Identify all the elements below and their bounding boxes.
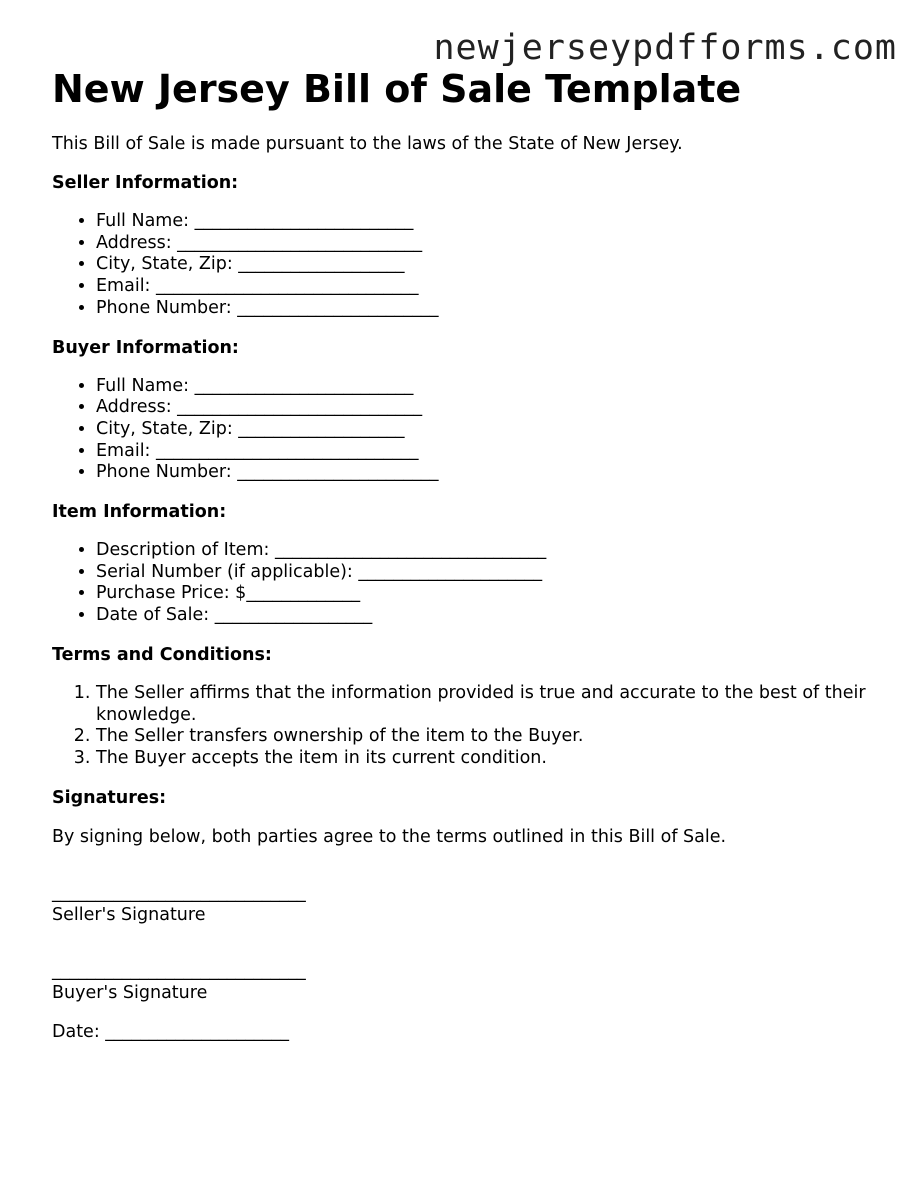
seller-heading: Seller Information: bbox=[52, 173, 239, 193]
item-serial-number: • Serial Number (if applicable): _____________________ bbox=[96, 562, 902, 584]
term-item: 3. The Buyer accepts the item in its current condition. bbox=[96, 748, 902, 770]
seller-list bbox=[52, 211, 902, 320]
buyer-address: • Address: ____________________________ bbox=[96, 397, 902, 419]
item-date-of-sale: • Date of Sale: __________________ bbox=[96, 605, 902, 627]
seller-address: • Address: ____________________________ bbox=[96, 233, 902, 255]
buyer-signature-label: Buyer's Signature bbox=[52, 982, 208, 1003]
signatures-statement: By signing below, both parties agree to the terms outlined in this Bill of Sale. bbox=[52, 826, 727, 847]
watermark: newjerseypdfforms.com bbox=[433, 28, 897, 68]
signatures-heading: Signatures: bbox=[52, 787, 167, 808]
intro-text: This Bill of Sale is made pursuant to the laws of the State of New Jersey. bbox=[52, 134, 683, 154]
item-description: • Description of Item: _______________________________ bbox=[96, 540, 902, 562]
buyer-city-state-zip: • City, State, Zip: ___________________ bbox=[96, 419, 902, 441]
terms-heading: Terms and Conditions: bbox=[52, 644, 272, 665]
term-item: 2. The Seller transfers ownership of the item to the Buyer. bbox=[96, 726, 902, 748]
buyer-signature-block bbox=[52, 943, 902, 1004]
terms-list bbox=[52, 683, 902, 770]
buyer-signature-line: _____________________________ bbox=[52, 960, 306, 981]
item-purchase-price: • Purchase Price: $_____________ bbox=[96, 583, 902, 605]
buyer-phone: • Phone Number: _______________________ bbox=[96, 462, 902, 484]
buyer-email: • Email: ______________________________ bbox=[96, 441, 902, 463]
seller-signature-block bbox=[52, 865, 902, 926]
seller-phone: • Phone Number: _______________________ bbox=[96, 298, 902, 320]
buyer-list bbox=[52, 376, 902, 485]
buyer-full-name: • Full Name: _________________________ bbox=[96, 376, 902, 398]
page-title: New Jersey Bill of Sale Template bbox=[52, 67, 742, 111]
document-body bbox=[52, 66, 902, 1043]
seller-signature-line: _____________________________ bbox=[52, 882, 306, 903]
item-list bbox=[52, 540, 902, 627]
seller-email: • Email: ______________________________ bbox=[96, 276, 902, 298]
seller-city-state-zip: • City, State, Zip: ___________________ bbox=[96, 254, 902, 276]
term-item: 1. The Seller affirms that the information provided is true and accurate to the best of their knowledge. bbox=[96, 683, 902, 726]
seller-full-name: • Full Name: _________________________ bbox=[96, 211, 902, 233]
buyer-heading: Buyer Information: bbox=[52, 337, 239, 358]
seller-signature-label: Seller's Signature bbox=[52, 904, 206, 925]
item-heading: Item Information: bbox=[52, 502, 227, 523]
date-line: Date: _____________________ bbox=[52, 1021, 290, 1042]
